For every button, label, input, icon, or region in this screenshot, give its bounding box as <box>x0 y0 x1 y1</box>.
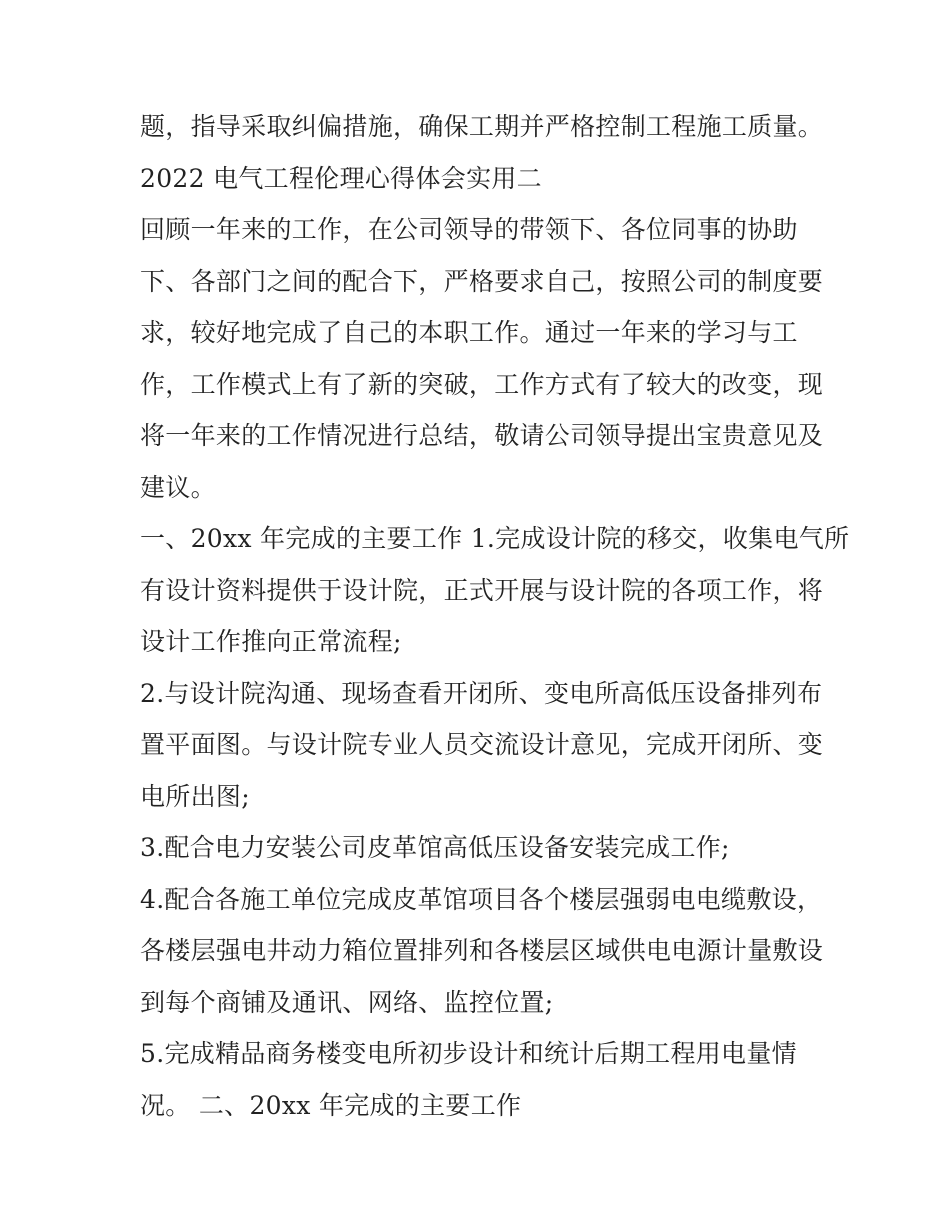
text-line: 回顾一年来的工作，在公司领导的带领下、各位同事的协助 <box>140 215 798 244</box>
text-line: 将一年来的工作情况进行总结，敬请公司领导提出宝贵意见及 <box>140 421 824 450</box>
text-line: 置平面图。与设计院专业人员交流设计意见，完成开闭所、变 <box>140 730 824 759</box>
document-body <box>140 101 850 1131</box>
text-line: 求，较好地完成了自己的本职工作。通过一年来的学习与工 <box>140 318 798 347</box>
text-line: 4.配合各施工单位完成皮革馆项目各个楼层强弱电电缆敷设， <box>140 884 823 914</box>
text-line: 题，指导采取纠偏措施，确保工期并严格控制工程施工质量。 <box>140 112 824 141</box>
section-heading: 2022 电气工程伦理心得体会实用二 <box>140 163 542 193</box>
text-line: 各楼层强电井动力箱位置排列和各楼层区域供电电源计量敷设 <box>140 936 824 965</box>
text-line: 建议。 <box>140 472 216 502</box>
text-line: 况。 二、20xx 年完成的主要工作 <box>140 1090 522 1120</box>
text-line: 电所出图; <box>140 781 250 811</box>
text-line: 有设计资料提供于设计院，正式开展与设计院的各项工作，将 <box>140 575 824 605</box>
text-line: 下、各部门之间的配合下，严格要求自己，按照公司的制度要 <box>140 266 824 296</box>
text-line: 2.与设计院沟通、现场查看开闭所、变电所高低压设备排列布 <box>140 678 823 708</box>
text-line: 设计工作推向正常流程; <box>140 627 402 656</box>
text-line: 作，工作模式上有了新的突破，工作方式有了较大的改变，现 <box>140 369 824 399</box>
text-line: 一、20xx 年完成的主要工作 1.完成设计院的移交，收集电气所 <box>140 524 850 553</box>
text-line: 到每个商铺及通讯、网络、监控位置; <box>140 987 554 1017</box>
text-line: 5.完成精品商务楼变电所初步设计和统计后期工程用电量情 <box>140 1039 797 1068</box>
text-line: 3.配合电力安装公司皮革馆高低压设备安装完成工作; <box>140 833 730 862</box>
